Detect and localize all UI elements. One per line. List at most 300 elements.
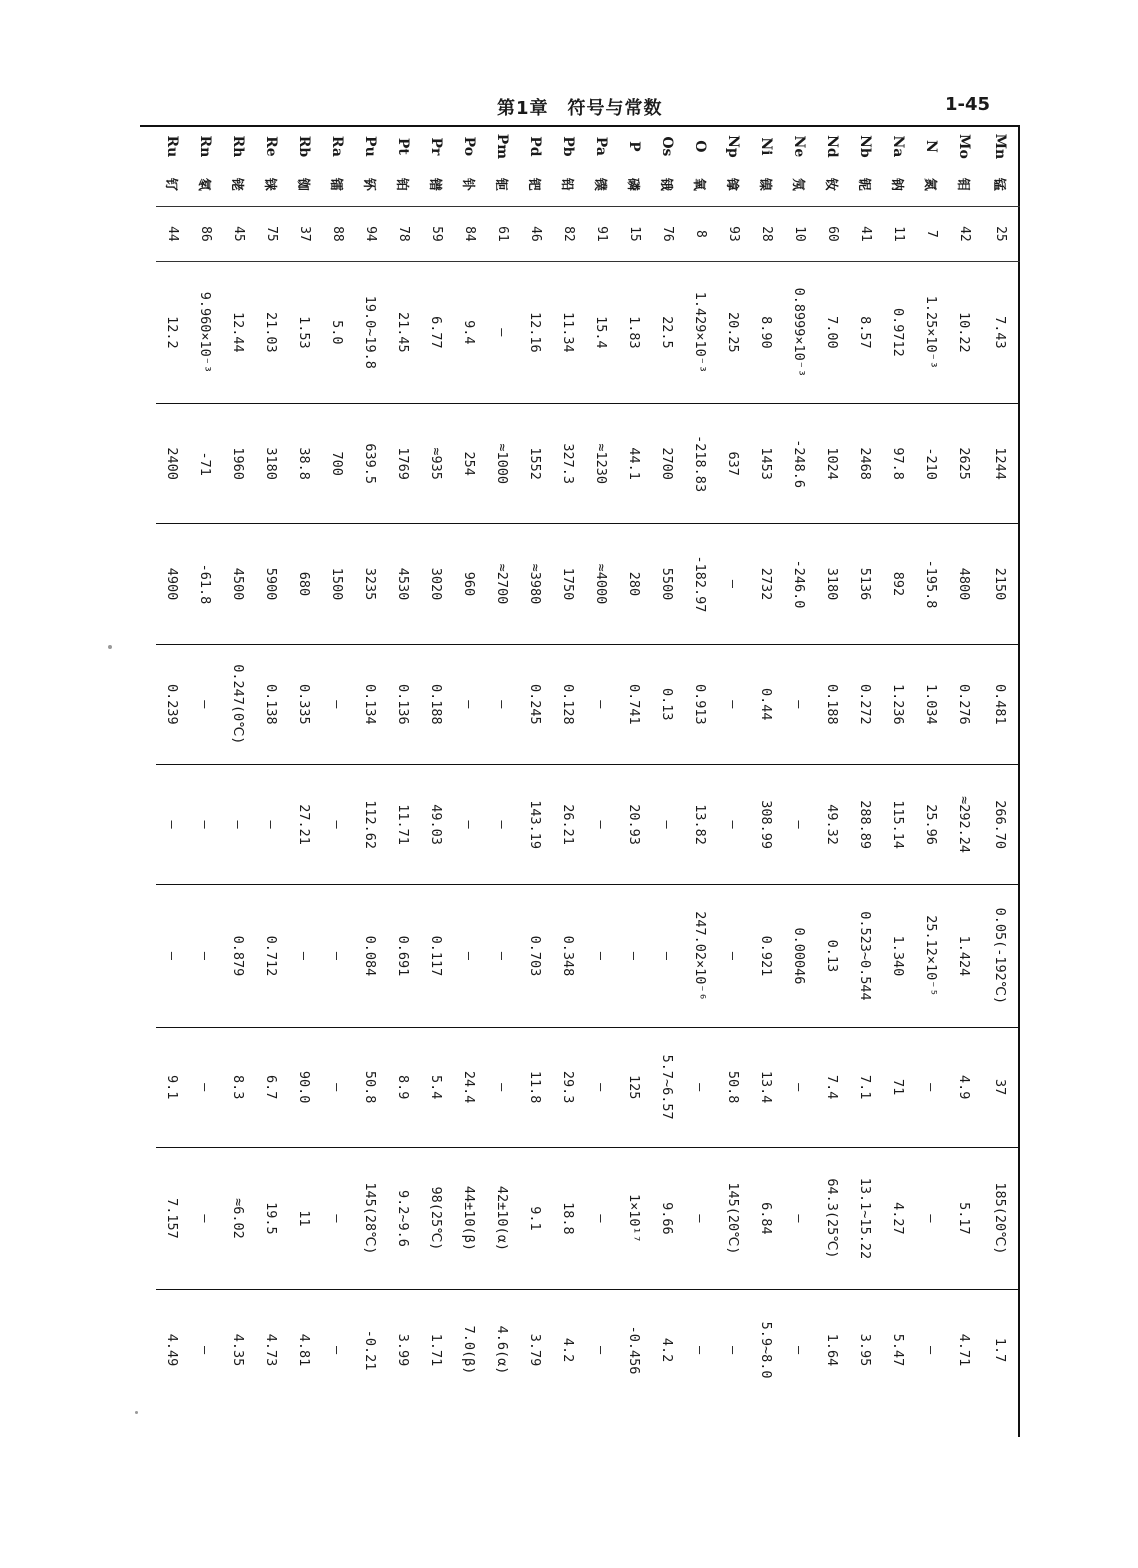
- table-cell: 1.340: [882, 885, 915, 1027]
- table-cell: 700: [321, 403, 354, 523]
- atomic-number: 75: [255, 207, 288, 262]
- atomic-number: 76: [651, 207, 684, 262]
- element-name: 镨: [427, 177, 442, 191]
- table-cell: -246.0: [783, 524, 816, 644]
- top-rule: [140, 125, 1020, 127]
- table-cell: 12.16: [519, 261, 552, 403]
- atomic-number: 61: [486, 207, 519, 262]
- atomic-number: 94: [354, 207, 387, 262]
- table-cell: 12.44: [222, 261, 255, 403]
- element-symbol: O: [692, 140, 709, 153]
- table-cell: —: [915, 1290, 948, 1410]
- table-cell: 8.3: [222, 1027, 255, 1147]
- table-cell: 27.21: [288, 764, 321, 884]
- table-cell: 0.128: [552, 644, 585, 764]
- table-cell: —: [684, 1147, 717, 1289]
- table-cell: 9.4: [453, 261, 486, 403]
- element-symbol: Po: [461, 136, 478, 157]
- table-cell: 1552: [519, 403, 552, 523]
- table-cell: 637: [717, 403, 750, 523]
- element-name: 铌: [856, 177, 871, 191]
- table-cell: 4.9: [948, 1027, 981, 1147]
- element-name: 锇: [658, 177, 673, 191]
- table-cell: 1.71: [420, 1290, 453, 1410]
- table-cell: 1.236: [882, 644, 915, 764]
- table-cell: 2625: [948, 403, 981, 523]
- table-cell: 1500: [321, 524, 354, 644]
- element-name: 镍: [757, 177, 772, 191]
- atomic-number: 59: [420, 207, 453, 262]
- table-cell: 4.2: [552, 1290, 585, 1410]
- table-cell: -218.83: [684, 403, 717, 523]
- element-name: 钼: [955, 177, 970, 191]
- element-symbol: Na: [890, 135, 907, 158]
- table-cell: 280: [618, 524, 651, 644]
- table-cell: 288.89: [849, 764, 882, 884]
- atomic-number: 78: [387, 207, 420, 262]
- table-cell: 254: [453, 403, 486, 523]
- table-cell: 143.19: [519, 764, 552, 884]
- table-cell: 0.13: [816, 885, 849, 1027]
- scan-speck: [135, 1411, 138, 1414]
- table-cell: —: [783, 764, 816, 884]
- table-cell: —: [321, 644, 354, 764]
- table-cell: 7.4: [816, 1027, 849, 1147]
- table-cell: 5.47: [882, 1290, 915, 1410]
- table-cell: 9.66: [651, 1147, 684, 1289]
- element-name: 铼: [262, 177, 277, 191]
- table-cell: -71: [189, 403, 222, 523]
- table-cell: 0.136: [387, 644, 420, 764]
- table-cell: 4.71: [948, 1290, 981, 1410]
- table-cell: 0.138: [255, 644, 288, 764]
- table-cell: 8.57: [849, 261, 882, 403]
- table-cell: 6.77: [420, 261, 453, 403]
- atomic-number: 93: [717, 207, 750, 262]
- element-name: 氖: [790, 177, 805, 191]
- element-name: 钷: [493, 177, 508, 191]
- table-cell: 3020: [420, 524, 453, 644]
- element-symbol: N: [923, 140, 940, 153]
- table-cell: 680: [288, 524, 321, 644]
- table-cell: —: [783, 1027, 816, 1147]
- table-row: [156, 130, 189, 1410]
- table-cell: 2150: [981, 524, 1020, 644]
- table-cell: 3.79: [519, 1290, 552, 1410]
- table-cell: 639.5: [354, 403, 387, 523]
- table-cell: 0.921: [750, 885, 783, 1027]
- table-row: [255, 130, 288, 1410]
- table-cell: 1.53: [288, 261, 321, 403]
- table-cell: 4.6(α): [486, 1290, 519, 1410]
- table-cell: 0.348: [552, 885, 585, 1027]
- table-cell: 1×10¹⁷: [618, 1147, 651, 1289]
- table-cell: —: [222, 764, 255, 884]
- table-cell: 0.05(-192℃): [981, 885, 1020, 1027]
- element-symbol: Pm: [494, 133, 511, 160]
- table-row: [420, 130, 453, 1410]
- table-cell: 6.84: [750, 1147, 783, 1289]
- atomic-number: 88: [321, 207, 354, 262]
- table-cell: 4.49: [156, 1290, 189, 1410]
- element-symbol: Ni: [758, 137, 775, 156]
- table-cell: 13.1~15.22: [849, 1147, 882, 1289]
- element-symbol: Os: [659, 136, 676, 157]
- table-cell: 42±10(α): [486, 1147, 519, 1289]
- table-cell: —: [486, 261, 519, 403]
- table-cell: 50.8: [717, 1027, 750, 1147]
- table-row: [618, 130, 651, 1410]
- table-cell: 21.03: [255, 261, 288, 403]
- atomic-number: 7: [915, 207, 948, 262]
- element-symbol: Nb: [857, 135, 874, 158]
- table-cell: ≈1230: [585, 403, 618, 523]
- table-cell: 4500: [222, 524, 255, 644]
- table-cell: 44.1: [618, 403, 651, 523]
- element-symbol: Pu: [362, 136, 379, 157]
- element-name: 磷: [625, 177, 640, 191]
- atomic-number: 41: [849, 207, 882, 262]
- table-cell: 145(20℃): [717, 1147, 750, 1289]
- element-name: 氧: [691, 177, 706, 191]
- table-cell: —: [486, 1027, 519, 1147]
- scan-speck: [108, 645, 112, 649]
- element-symbol: Pr: [428, 137, 445, 156]
- table-cell: —: [651, 764, 684, 884]
- atomic-number: 86: [189, 207, 222, 262]
- table-cell: -182.97: [684, 524, 717, 644]
- table-cell: 1769: [387, 403, 420, 523]
- table-cell: 9.960×10⁻³: [189, 261, 222, 403]
- table-cell: —: [585, 1027, 618, 1147]
- table-row: [387, 130, 420, 1410]
- table-cell: —: [156, 885, 189, 1027]
- table-cell: 6.7: [255, 1027, 288, 1147]
- table-cell: 19.0~19.8: [354, 261, 387, 403]
- element-symbol: Rh: [230, 135, 247, 158]
- table-cell: —: [189, 1147, 222, 1289]
- element-name: 钕: [823, 177, 838, 191]
- atomic-number: 37: [288, 207, 321, 262]
- table-cell: 1960: [222, 403, 255, 523]
- element-symbol: Pb: [560, 136, 577, 157]
- table-cell: ≈1000: [486, 403, 519, 523]
- table-row: [816, 130, 849, 1410]
- table-cell: 11.71: [387, 764, 420, 884]
- table-cell: —: [783, 1290, 816, 1410]
- table-cell: 125: [618, 1027, 651, 1147]
- table-cell: 64.3(25℃): [816, 1147, 849, 1289]
- table-row: [849, 130, 882, 1410]
- table-cell: 29.3: [552, 1027, 585, 1147]
- table-cell: 960: [453, 524, 486, 644]
- table-cell: -195.8: [915, 524, 948, 644]
- element-symbol: Ru: [164, 135, 181, 158]
- table-cell: 1.83: [618, 261, 651, 403]
- table-cell: —: [717, 1290, 750, 1410]
- table-cell: —: [915, 1027, 948, 1147]
- table-cell: 12.2: [156, 261, 189, 403]
- table-cell: —: [189, 885, 222, 1027]
- table-cell: 0.913: [684, 644, 717, 764]
- table-cell: —: [651, 885, 684, 1027]
- table-cell: —: [585, 764, 618, 884]
- table-cell: 4900: [156, 524, 189, 644]
- table-cell: 0.084: [354, 885, 387, 1027]
- element-name: 钚: [361, 177, 376, 191]
- table-row: [915, 130, 948, 1410]
- table-cell: —: [189, 1290, 222, 1410]
- table-cell: 11: [288, 1147, 321, 1289]
- table-cell: ≈3980: [519, 524, 552, 644]
- table-cell: 9.1: [156, 1027, 189, 1147]
- table-cell: -248.6: [783, 403, 816, 523]
- element-properties-table-rotated: [146, 130, 1020, 1410]
- element-name: 锰: [991, 177, 1006, 191]
- element-symbol: Pa: [593, 136, 610, 157]
- table-cell: 20.25: [717, 261, 750, 403]
- table-cell: —: [321, 1290, 354, 1410]
- element-symbol: Ra: [329, 135, 346, 157]
- element-symbol: Rn: [197, 135, 214, 158]
- atomic-number: 15: [618, 207, 651, 262]
- table-cell: 13.4: [750, 1027, 783, 1147]
- table-cell: 1244: [981, 403, 1020, 523]
- table-cell: 5500: [651, 524, 684, 644]
- table-cell: 892: [882, 524, 915, 644]
- table-cell: 9.2~9.6: [387, 1147, 420, 1289]
- table-cell: 7.0(β): [453, 1290, 486, 1410]
- table-cell: 145(28℃): [354, 1147, 387, 1289]
- table-cell: —: [453, 885, 486, 1027]
- table-cell: 2732: [750, 524, 783, 644]
- table-cell: 20.93: [618, 764, 651, 884]
- table-cell: 97.8: [882, 403, 915, 523]
- table-cell: —: [717, 885, 750, 1027]
- element-name: 钠: [889, 177, 904, 191]
- atomic-number: 44: [156, 207, 189, 262]
- table-cell: —: [321, 764, 354, 884]
- table-cell: 4.35: [222, 1290, 255, 1410]
- table-cell: 21.45: [387, 261, 420, 403]
- element-symbol: Mn: [992, 133, 1009, 160]
- atomic-number: 25: [981, 207, 1020, 262]
- table-cell: ≈4000: [585, 524, 618, 644]
- table-row: [651, 130, 684, 1410]
- table-cell: 3.95: [849, 1290, 882, 1410]
- table-cell: 18.8: [552, 1147, 585, 1289]
- table-cell: ≈292.24: [948, 764, 981, 884]
- table-cell: 37: [981, 1027, 1020, 1147]
- table-cell: -61.8: [189, 524, 222, 644]
- element-name: 镭: [328, 177, 343, 191]
- atomic-number: 11: [882, 207, 915, 262]
- table-cell: 5900: [255, 524, 288, 644]
- table-cell: —: [288, 885, 321, 1027]
- table-cell: 5136: [849, 524, 882, 644]
- element-symbol: Ne: [791, 135, 808, 158]
- element-name: 氡: [196, 177, 211, 191]
- table-cell: —: [915, 1147, 948, 1289]
- table-cell: —: [618, 885, 651, 1027]
- table-row: [288, 130, 321, 1410]
- table-cell: 90.0: [288, 1027, 321, 1147]
- table-row: [585, 130, 618, 1410]
- table-cell: 26.21: [552, 764, 585, 884]
- table-cell: 0.00046: [783, 885, 816, 1027]
- table-cell: 44±10(β): [453, 1147, 486, 1289]
- element-properties-table: [156, 130, 1020, 1410]
- table-cell: 1.429×10⁻³: [684, 261, 717, 403]
- table-cell: 71: [882, 1027, 915, 1147]
- table-cell: 0.712: [255, 885, 288, 1027]
- table-cell: 7.157: [156, 1147, 189, 1289]
- element-name: 钯: [526, 177, 541, 191]
- table-cell: —: [453, 764, 486, 884]
- table-cell: —: [585, 1290, 618, 1410]
- table-row: [783, 130, 816, 1410]
- table-body: [156, 130, 1020, 1410]
- table-cell: 4.2: [651, 1290, 684, 1410]
- element-symbol: P: [626, 141, 643, 152]
- table-cell: 4.73: [255, 1290, 288, 1410]
- table-row: [717, 130, 750, 1410]
- element-name: 镤: [592, 177, 607, 191]
- element-name: 钋: [460, 177, 475, 191]
- table-cell: 22.5: [651, 261, 684, 403]
- table-cell: 11.34: [552, 261, 585, 403]
- table-cell: 10.22: [948, 261, 981, 403]
- table-cell: 8.90: [750, 261, 783, 403]
- element-name: 铑: [229, 177, 244, 191]
- table-cell: 0.703: [519, 885, 552, 1027]
- atomic-number: 82: [552, 207, 585, 262]
- table-cell: 0.8999×10⁻³: [783, 261, 816, 403]
- table-cell: 5.7~6.57: [651, 1027, 684, 1147]
- table-cell: ≈2700: [486, 524, 519, 644]
- table-cell: 4.81: [288, 1290, 321, 1410]
- table-cell: 25.96: [915, 764, 948, 884]
- page-number: 1-45: [945, 94, 991, 115]
- table-cell: 0.335: [288, 644, 321, 764]
- element-name: 铂: [394, 177, 409, 191]
- table-cell: 3235: [354, 524, 387, 644]
- atomic-number: 28: [750, 207, 783, 262]
- table-row: [321, 130, 354, 1410]
- table-cell: —: [453, 644, 486, 764]
- table-cell: —: [717, 764, 750, 884]
- table-cell: -210: [915, 403, 948, 523]
- table-cell: 2400: [156, 403, 189, 523]
- table-cell: 19.5: [255, 1147, 288, 1289]
- table-cell: 247.02×10⁻⁶: [684, 885, 717, 1027]
- table-cell: —: [189, 764, 222, 884]
- table-cell: —: [585, 885, 618, 1027]
- table-cell: 3180: [816, 524, 849, 644]
- table-cell: 7.43: [981, 261, 1020, 403]
- table-cell: 0.44: [750, 644, 783, 764]
- table-cell: —: [255, 764, 288, 884]
- table-cell: 112.62: [354, 764, 387, 884]
- table-cell: 4530: [387, 524, 420, 644]
- table-cell: 25.12×10⁻⁵: [915, 885, 948, 1027]
- table-cell: 49.32: [816, 764, 849, 884]
- table-cell: 308.99: [750, 764, 783, 884]
- table-cell: ≈935: [420, 403, 453, 523]
- table-cell: 0.188: [816, 644, 849, 764]
- atomic-number: 10: [783, 207, 816, 262]
- table-cell: 0.134: [354, 644, 387, 764]
- table-cell: 1.64: [816, 1290, 849, 1410]
- table-cell: 49.03: [420, 764, 453, 884]
- element-name: 镎: [724, 177, 739, 191]
- atomic-number: 42: [948, 207, 981, 262]
- table-cell: 0.691: [387, 885, 420, 1027]
- table-cell: 0.523~0.544: [849, 885, 882, 1027]
- table-cell: 2700: [651, 403, 684, 523]
- table-row: [354, 130, 387, 1410]
- table-cell: 0.879: [222, 885, 255, 1027]
- table-cell: —: [321, 885, 354, 1027]
- table-cell: 98(25℃): [420, 1147, 453, 1289]
- table-cell: 1024: [816, 403, 849, 523]
- table-cell: 0.239: [156, 644, 189, 764]
- chapter-title: 第1章 符号与常数: [497, 98, 663, 119]
- table-row: [750, 130, 783, 1410]
- table-cell: 115.14: [882, 764, 915, 884]
- table-row: [948, 130, 981, 1410]
- atomic-number: 45: [222, 207, 255, 262]
- table-cell: 8.9: [387, 1027, 420, 1147]
- table-cell: 0.117: [420, 885, 453, 1027]
- table-cell: —: [585, 644, 618, 764]
- table-cell: 7.00: [816, 261, 849, 403]
- table-cell: 1.7: [981, 1290, 1020, 1410]
- table-cell: —: [717, 644, 750, 764]
- table-row: [519, 130, 552, 1410]
- table-cell: 50.8: [354, 1027, 387, 1147]
- table-row: [189, 130, 222, 1410]
- table-cell: 5.17: [948, 1147, 981, 1289]
- table-row: [684, 130, 717, 1410]
- table-cell: —: [189, 1027, 222, 1147]
- table-cell: —: [189, 644, 222, 764]
- element-symbol: Pd: [527, 136, 544, 157]
- atomic-number: 84: [453, 207, 486, 262]
- table-cell: -0.21: [354, 1290, 387, 1410]
- element-name: 铅: [559, 177, 574, 191]
- table-cell: 0.188: [420, 644, 453, 764]
- table-cell: 0.741: [618, 644, 651, 764]
- table-row: [486, 130, 519, 1410]
- atomic-number: 46: [519, 207, 552, 262]
- table-cell: 13.82: [684, 764, 717, 884]
- atomic-number: 91: [585, 207, 618, 262]
- table-cell: 0.13: [651, 644, 684, 764]
- table-cell: —: [486, 644, 519, 764]
- element-symbol: Rb: [296, 135, 313, 158]
- table-cell: —: [486, 764, 519, 884]
- table-cell: —: [783, 644, 816, 764]
- table-cell: 1750: [552, 524, 585, 644]
- element-symbol: Pt: [395, 137, 412, 155]
- atomic-number: 60: [816, 207, 849, 262]
- table-cell: 0.9712: [882, 261, 915, 403]
- table-cell: 4.27: [882, 1147, 915, 1289]
- table-cell: 0.245: [519, 644, 552, 764]
- table-cell: 3.99: [387, 1290, 420, 1410]
- table-cell: 1.034: [915, 644, 948, 764]
